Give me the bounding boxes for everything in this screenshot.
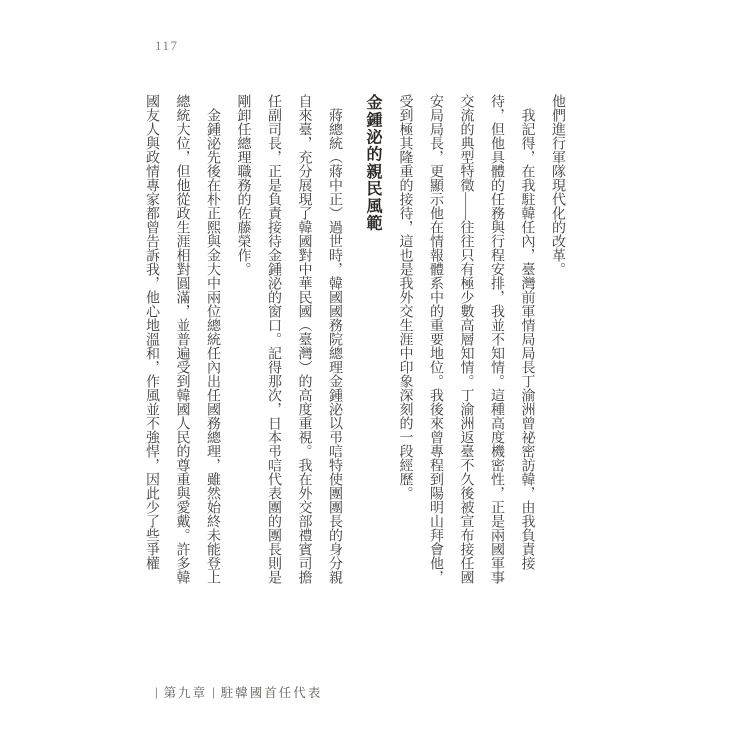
book-section-title: 駐韓國首任代表 <box>220 686 323 700</box>
paragraph: 金鍾泌先後在朴正熙與金大中兩位總統任內出任國務總理，雖然始終未能登上總統大位，但他從政生涯相對圓滿，並普遍受到韓國人民的尊重與愛戴。許多韓國友人與政情專家都曾告訴我，他心地溫和，作風並不強悍，因此少了些爭權 <box>144 94 220 584</box>
paragraph: 我記得，在我駐韓任內，臺灣前軍情局局長丁渝洲曾祕密訪韓，由我負責接待，但他具體的任務與行程安排，我並不知情。這種高度機密性，正是兩國軍事交流的典型特徵——往往只有極少數高層知情。丁渝洲返臺不久後被宣布接任國安局局長，更顯示他在情報體系中的重要地位。我後來曾專程到陽明山拜會他，受到極其隆重的接待，這也是我外交生涯中印象深刻的一段經歷。 <box>397 94 535 584</box>
footer-separator: | <box>212 684 216 699</box>
page-footer <box>155 683 322 701</box>
footer-separator: | <box>155 684 159 699</box>
section-heading: 金鍾泌的親民風範 <box>364 94 381 232</box>
page-number: 117 <box>155 38 179 53</box>
chapter-label: 第九章 <box>163 686 208 700</box>
paragraph-continuation: 他們進行軍隊現代化的改革。 <box>550 94 565 276</box>
paragraph: 蔣總統（蔣中正）過世時，韓國國務院總理金鍾泌以弔唁特使團團長的身分親自來臺，充分展現了韓國對中華民國（臺灣）的高度重視。我在外交部禮賓司擔任副司長，正是負責接待金鍾泌的窗口。記得那次，日本弔唁代表團的團長則是剛卸任總理職務的佐藤榮作。 <box>235 94 342 584</box>
page-content <box>136 94 573 585</box>
